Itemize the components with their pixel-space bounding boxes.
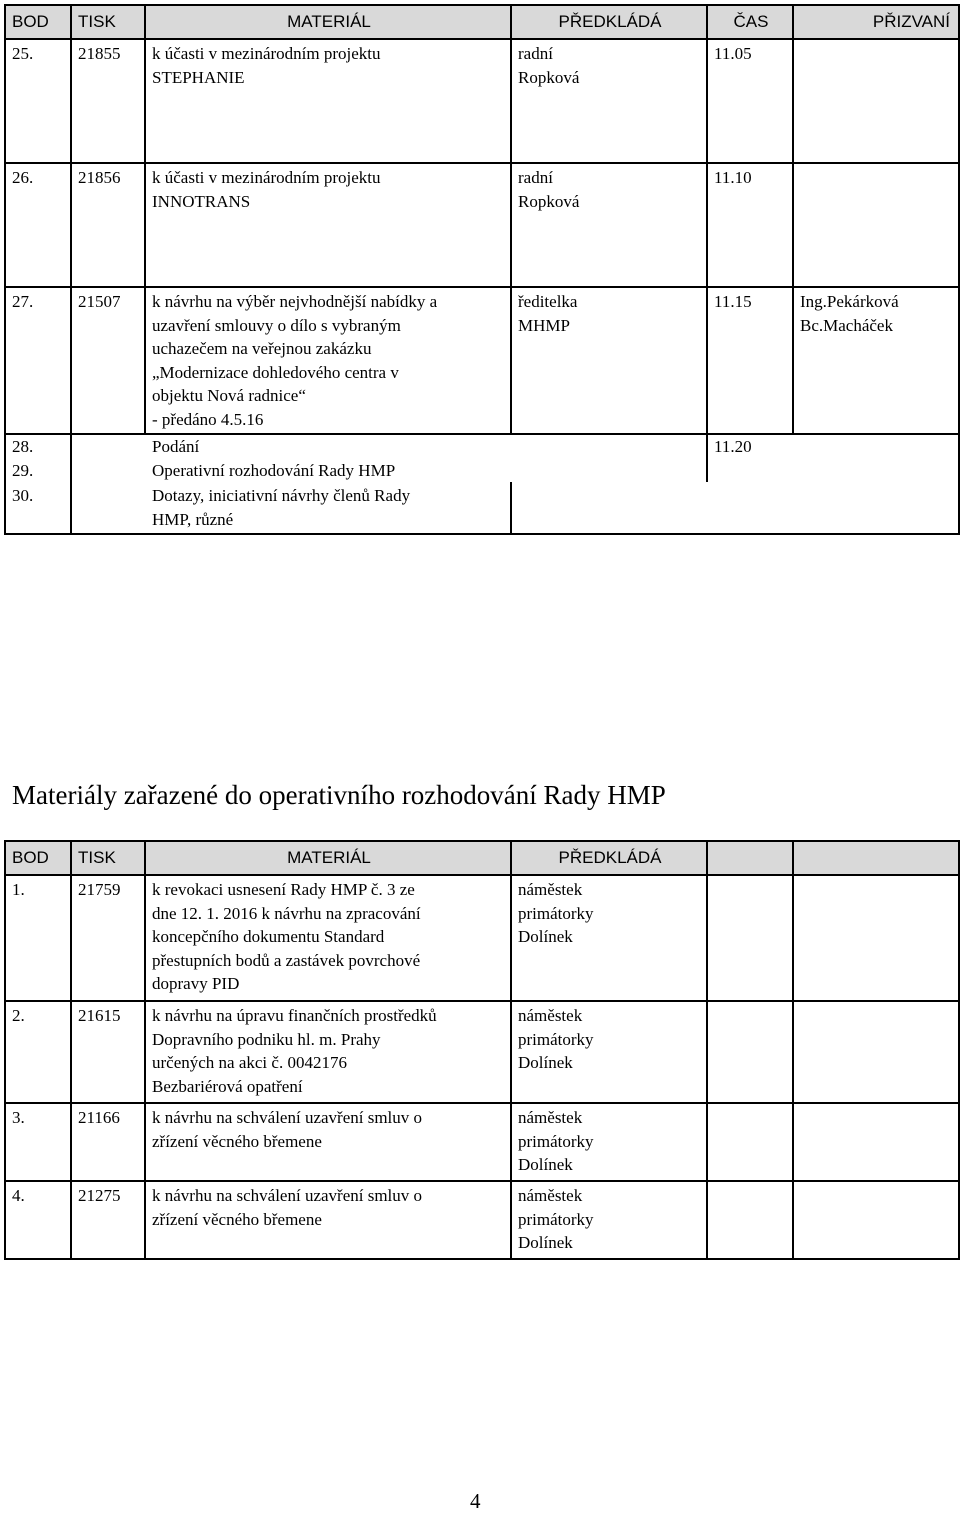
cell-predklada	[511, 1001, 707, 1103]
table-row	[5, 482, 959, 534]
cell-empty	[793, 1001, 959, 1103]
predklada-line: Dolínek	[518, 1233, 573, 1252]
operative-materials-table	[4, 840, 960, 1260]
material-line: k revokaci usnesení Rady HMP č. 3 ze	[152, 880, 415, 899]
table-header-row	[5, 841, 959, 875]
cell-material	[145, 163, 511, 287]
table-row	[5, 1001, 959, 1103]
cell-bod: 29.	[5, 459, 71, 483]
predklada-line: radní	[518, 168, 553, 187]
predklada-line: Dolínek	[518, 1053, 573, 1072]
predklada-line: primátorky	[518, 903, 594, 923]
cell-text: Operativní rozhodování Rady HMP	[71, 459, 707, 483]
header-cas: ČAS	[707, 5, 793, 39]
cell-tisk: 21856	[71, 163, 145, 287]
cell-prizvani	[793, 287, 959, 434]
table-row	[5, 287, 959, 434]
cell-empty	[793, 1103, 959, 1181]
header-tisk: TISK	[71, 5, 145, 39]
material-line: „Modernizace dohledového centra v	[152, 362, 399, 382]
cell-bod: 3.	[5, 1103, 71, 1181]
cell-cas: 11.05	[707, 39, 793, 163]
predklada-line: radní	[518, 44, 553, 63]
cell-material	[145, 39, 511, 163]
predklada-line: náměstek	[518, 880, 583, 899]
predklada-line: Ropková	[518, 67, 580, 87]
material-line: Bezbariérová opatření	[152, 1076, 303, 1096]
cell-bod: 25.	[5, 39, 71, 163]
material-line: koncepčního dokumentu Standard	[152, 927, 385, 946]
table-row	[5, 39, 959, 163]
predklada-line: primátorky	[518, 1131, 594, 1151]
cell-tisk: 21855	[71, 39, 145, 163]
material-line: - předáno 4.5.16	[152, 409, 264, 429]
table-row	[5, 875, 959, 1001]
text-line: Dotazy, iniciativní návrhy členů Rady	[152, 486, 411, 505]
material-line: k návrhu na úpravu finančních prostředků	[152, 1006, 437, 1025]
header-predklada: PŘEDKLÁDÁ	[511, 5, 707, 39]
material-line: INNOTRANS	[152, 191, 251, 211]
material-line: zřízení věcného břemene	[152, 1209, 322, 1229]
cell-empty	[707, 1181, 793, 1259]
cell-tisk: 21759	[71, 875, 145, 1001]
cell-text	[71, 482, 511, 534]
header-tisk: TISK	[71, 841, 145, 875]
header-material: MATERIÁL	[145, 841, 511, 875]
cell-empty	[707, 1001, 793, 1103]
section-heading: Materiály zařazené do operativního rozhodování Rady HMP	[12, 780, 666, 810]
cell-tisk: 21507	[71, 287, 145, 434]
cell-prizvani	[793, 163, 959, 287]
header-bod: BOD	[5, 5, 71, 39]
table-row	[5, 163, 959, 287]
cell-text: Podání	[71, 434, 707, 459]
table-row	[5, 459, 959, 483]
cell-tisk: 21166	[71, 1103, 145, 1181]
predklada-line: náměstek	[518, 1186, 583, 1205]
predklada-line: MHMP	[518, 315, 570, 335]
predklada-line: primátorky	[518, 1029, 594, 1049]
cell-bod: 30.	[5, 482, 71, 534]
material-line: uchazečem na veřejnou zakázku	[152, 339, 372, 358]
cell-predklada	[511, 287, 707, 434]
cell-predklada	[511, 1103, 707, 1181]
material-line: objektu Nová radnice“	[152, 386, 306, 405]
material-line: dopravy PID	[152, 974, 240, 993]
cell-empty	[707, 875, 793, 1001]
material-line: přestupních bodů a zastávek povrchové	[152, 950, 421, 970]
predklada-line: Dolínek	[518, 927, 573, 946]
header-bod: BOD	[5, 841, 71, 875]
cell-predklada	[511, 163, 707, 287]
material-line: uzavření smlouvy o dílo s vybraným	[152, 315, 401, 335]
cell-cas: 11.20	[707, 434, 959, 459]
cell-bod: 2.	[5, 1001, 71, 1103]
material-line: k návrhu na schválení uzavření smluv o	[152, 1186, 423, 1205]
material-line: k účasti v mezinárodním projektu	[152, 168, 381, 187]
table-row	[5, 1181, 959, 1259]
table-row	[5, 434, 959, 459]
cell-tisk: 21275	[71, 1181, 145, 1259]
predklada-line: Dolínek	[518, 1155, 573, 1174]
cell-bod: 27.	[5, 287, 71, 434]
material-line: STEPHANIE	[152, 67, 245, 87]
page-number: 4	[470, 1489, 481, 1513]
header-predklada: PŘEDKLÁDÁ	[511, 841, 707, 875]
cell-cas: 11.10	[707, 163, 793, 287]
cell-empty	[511, 482, 959, 534]
material-line: k návrhu na schválení uzavření smluv o	[152, 1108, 423, 1127]
predklada-line: náměstek	[518, 1006, 583, 1025]
cell-predklada	[511, 1181, 707, 1259]
predklada-line: primátorky	[518, 1209, 594, 1229]
cell-predklada	[511, 875, 707, 1001]
cell-prizvani	[793, 39, 959, 163]
header-prizvani: PŘIZVANÍ	[793, 5, 959, 39]
cell-bod: 4.	[5, 1181, 71, 1259]
cell-material	[145, 1103, 511, 1181]
material-line: Dopravního podniku hl. m. Prahy	[152, 1029, 381, 1049]
material-line: k návrhu na výběr nejvhodnější nabídky a	[152, 292, 438, 311]
cell-material	[145, 1181, 511, 1259]
cell-material	[145, 287, 511, 434]
header-empty	[793, 841, 959, 875]
cell-empty	[793, 1181, 959, 1259]
cell-empty	[793, 875, 959, 1001]
cell-predklada	[511, 39, 707, 163]
header-material: MATERIÁL	[145, 5, 511, 39]
cell-material	[145, 1001, 511, 1103]
cell-bod: 26.	[5, 163, 71, 287]
predklada-line: ředitelka	[518, 292, 578, 311]
prizvani-line: Ing.Pekárková	[800, 292, 899, 311]
prizvani-line: Bc.Macháček	[800, 315, 893, 335]
agenda-table	[4, 4, 960, 535]
cell-bod: 1.	[5, 875, 71, 1001]
cell-cas	[707, 459, 959, 483]
table-header-row	[5, 5, 959, 39]
predklada-line: Ropková	[518, 191, 580, 211]
table-row	[5, 1103, 959, 1181]
cell-material	[145, 875, 511, 1001]
cell-empty	[707, 1103, 793, 1181]
header-empty	[707, 841, 793, 875]
predklada-line: náměstek	[518, 1108, 583, 1127]
material-line: určených na akci č. 0042176	[152, 1053, 347, 1072]
cell-tisk: 21615	[71, 1001, 145, 1103]
material-line: dne 12. 1. 2016 k návrhu na zpracování	[152, 903, 421, 923]
material-line: k účasti v mezinárodním projektu	[152, 44, 381, 63]
cell-bod: 28.	[5, 434, 71, 459]
cell-cas: 11.15	[707, 287, 793, 434]
text-line: HMP, různé	[152, 509, 234, 529]
material-line: zřízení věcného břemene	[152, 1131, 322, 1151]
